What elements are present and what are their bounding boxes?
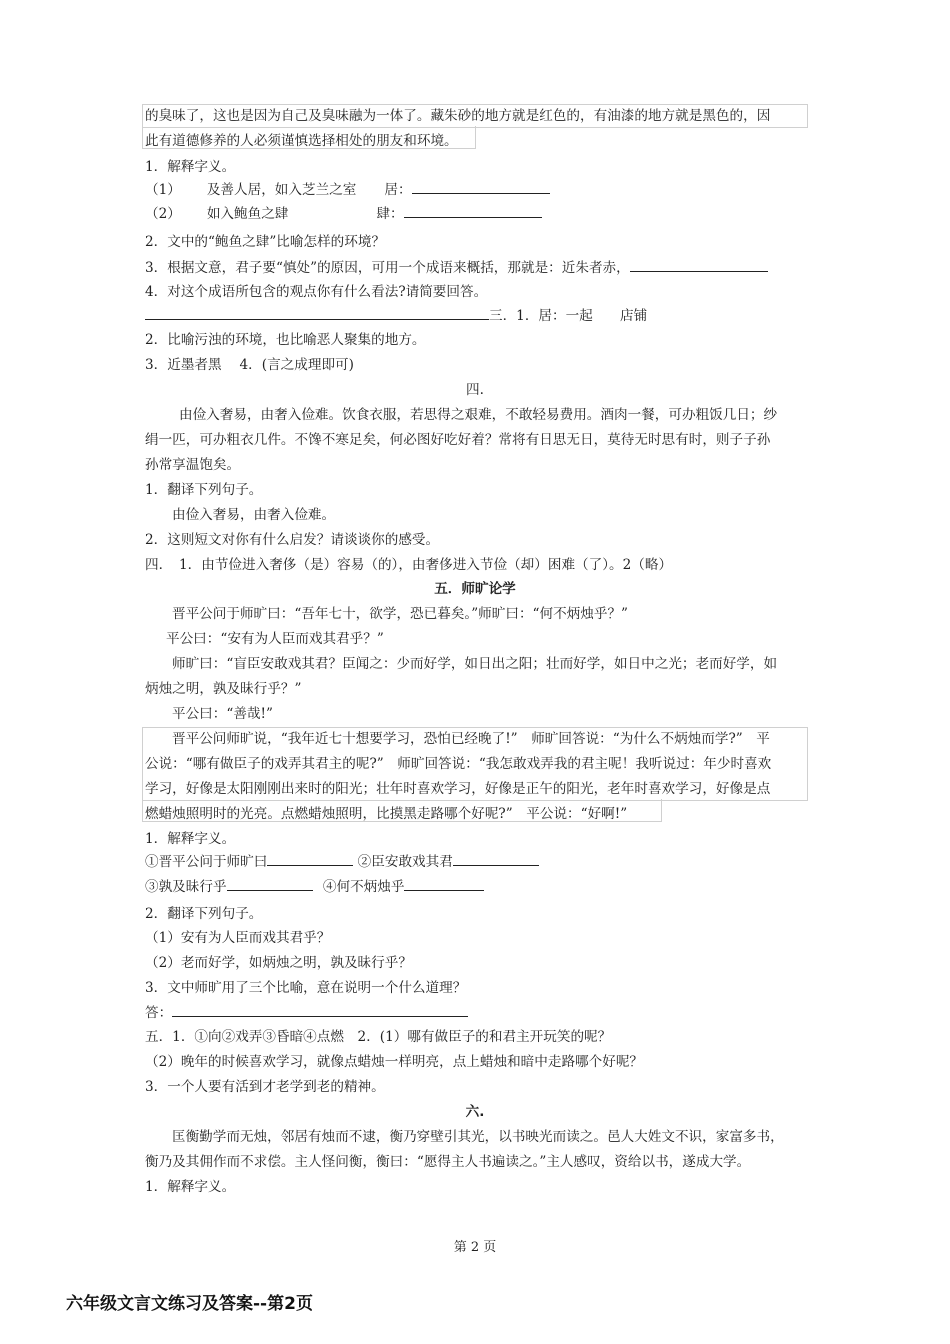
passage-line: 平公曰：“安有为人臣而戏其君乎？” — [166, 631, 384, 647]
section-heading: 四. — [466, 382, 484, 398]
passage-line: 平公曰：“善哉!” — [172, 706, 273, 722]
answer: 四． 1．由节俭进入奢侈（是）容易（的），由奢侈进入节俭（却）困难（了）。2（略） — [145, 557, 673, 573]
answer-line: 答： — [145, 1004, 468, 1021]
question: 4．对这个成语所包含的观点你有什么看法?请简要回答。 — [145, 284, 488, 300]
question: 2．这则短文对你有什么启发？请谈谈你的感受。 — [145, 532, 440, 548]
question: 1．翻译下列句子。 — [145, 482, 263, 498]
answer-blank[interactable] — [630, 259, 768, 272]
question-item: （1）安有为人臣而戏其君乎？ — [145, 930, 331, 946]
section-heading: 五．师旷论学 — [434, 581, 516, 597]
answer-line: 三．1．居：一起 店铺 — [145, 307, 647, 324]
answer: 2．比喻污浊的环境，也比喻恶人聚集的地方。 — [145, 332, 426, 348]
answer-blank[interactable] — [227, 878, 313, 891]
passage-line: 晋平公问于师旷曰：“吾年七十，欲学，恐已暮矣。”师旷曰：“何不炳烛乎？” — [172, 606, 628, 622]
answer: 五．1．①向②戏弄③昏暗④点燃 2．(1）哪有做臣子的和君主开玩笑的呢？ — [145, 1029, 612, 1045]
question: 2．文中的“鲍鱼之肆”比喻怎样的环境？ — [145, 234, 386, 250]
translation-line: 此有道德修养的人必须谨慎选择相处的朋友和环境。 — [145, 133, 458, 149]
passage-line: 绢一匹，可办粗衣几件。不馋不寒足矣，何必图好吃好着？常将有日思无日，莫待无时思有时，则子子孙 — [145, 432, 771, 448]
question: 3．根据文意，君子要“慎处”的原因，可用一个成语来概括，那就是：近朱者赤， — [145, 259, 768, 276]
question: 1．解释字义。 — [145, 159, 236, 175]
answer-blank[interactable] — [404, 878, 484, 891]
passage-line: 师旷曰：“盲臣安敢戏其君？臣闻之：少而好学，如日出之阳；壮而好学，如日中之光；老而好学，如 — [172, 656, 778, 672]
answer: 3．近墨者黑 4．(言之成理即可) — [145, 357, 354, 373]
question: 2．翻译下列句子。 — [145, 906, 263, 922]
question-sentence: 由俭入奢易，由奢入俭难。 — [172, 507, 336, 523]
passage-line: 匡衡勤学而无烛，邻居有烛而不逮，衡乃穿壁引其光，以书映光而读之。邑人大姓文不识，家富多书， — [172, 1129, 784, 1145]
question: 1．解释字义。 — [145, 1179, 236, 1195]
answer: 3．一个人要有活到才老学到老的精神。 — [145, 1079, 385, 1095]
section-heading: 六. — [465, 1104, 485, 1120]
answer-blank[interactable] — [412, 181, 550, 194]
question-item: （2）老而好学，如炳烛之明，孰及昧行乎？ — [145, 955, 412, 971]
question-item: ①晋平公问于师旷曰 ②臣安敢戏其君 — [145, 853, 539, 870]
page-number: 第 2 页 — [453, 1240, 497, 1255]
question: 3．文中师旷用了三个比喻，意在说明一个什么道理？ — [145, 980, 467, 996]
passage-line: 炳烛之明，孰及昧行乎？” — [145, 681, 302, 697]
answer-blank[interactable] — [404, 205, 542, 218]
translation-line: 学习，好像是太阳刚刚出来时的阳光；壮年时喜欢学习，好像是正午的阳光，老年时喜欢学习，好像是点 — [145, 781, 771, 797]
passage-line: 孙常享温饱矣。 — [145, 457, 241, 473]
answer-blank[interactable] — [172, 1004, 468, 1017]
answer-blank[interactable] — [453, 853, 539, 866]
question-item: （1） 及善人居，如入芝兰之室 居： — [145, 181, 550, 198]
question-item: （2） 如入鲍鱼之肆 肆： — [145, 205, 542, 222]
document-title: 六年级文言文练习及答案--第2页 — [66, 1294, 313, 1314]
translation-line: 公说：“哪有做臣子的戏弄其君主的呢?” 师旷回答说：“我怎敢戏弄我的君主呢！我听说过：年少时喜欢 — [145, 756, 772, 772]
translation-line: 的臭味了，这也是因为自己及臭味融为一体了。藏朱砂的地方就是红色的，有油漆的地方就是黑色的，因 — [145, 108, 771, 124]
passage-line: 由俭入奢易，由奢入俭难。饮食衣服，若思得之艰难，不敢轻易费用。酒肉一餐，可办粗饭几日；纱 — [179, 407, 778, 423]
translation-line: 燃蜡烛照明时的光亮。点燃蜡烛照明，比摸黑走路哪个好呢?” 平公说：“好啊!” — [145, 806, 628, 822]
question-item: ③孰及昧行乎 ④何不炳烛乎 — [145, 878, 484, 895]
answer-blank[interactable] — [145, 307, 489, 320]
passage-line: 衡乃及其佣作而不求偿。主人怪问衡，衡曰：“愿得主人书遍读之。”主人感叹，资给以书，遂成大学。 — [145, 1154, 751, 1170]
translation-line: 晋平公问师旷说，“我年近七十想要学习，恐怕已经晚了!” 师旷回答说：“为什么不炳烛而学?” 平 — [172, 731, 770, 747]
answer: （2）晚年的时候喜欢学习，就像点蜡烛一样明亮，点上蜡烛和暗中走路哪个好呢？ — [145, 1054, 644, 1070]
answer-blank[interactable] — [267, 853, 353, 866]
question: 1．解释字义。 — [145, 831, 236, 847]
